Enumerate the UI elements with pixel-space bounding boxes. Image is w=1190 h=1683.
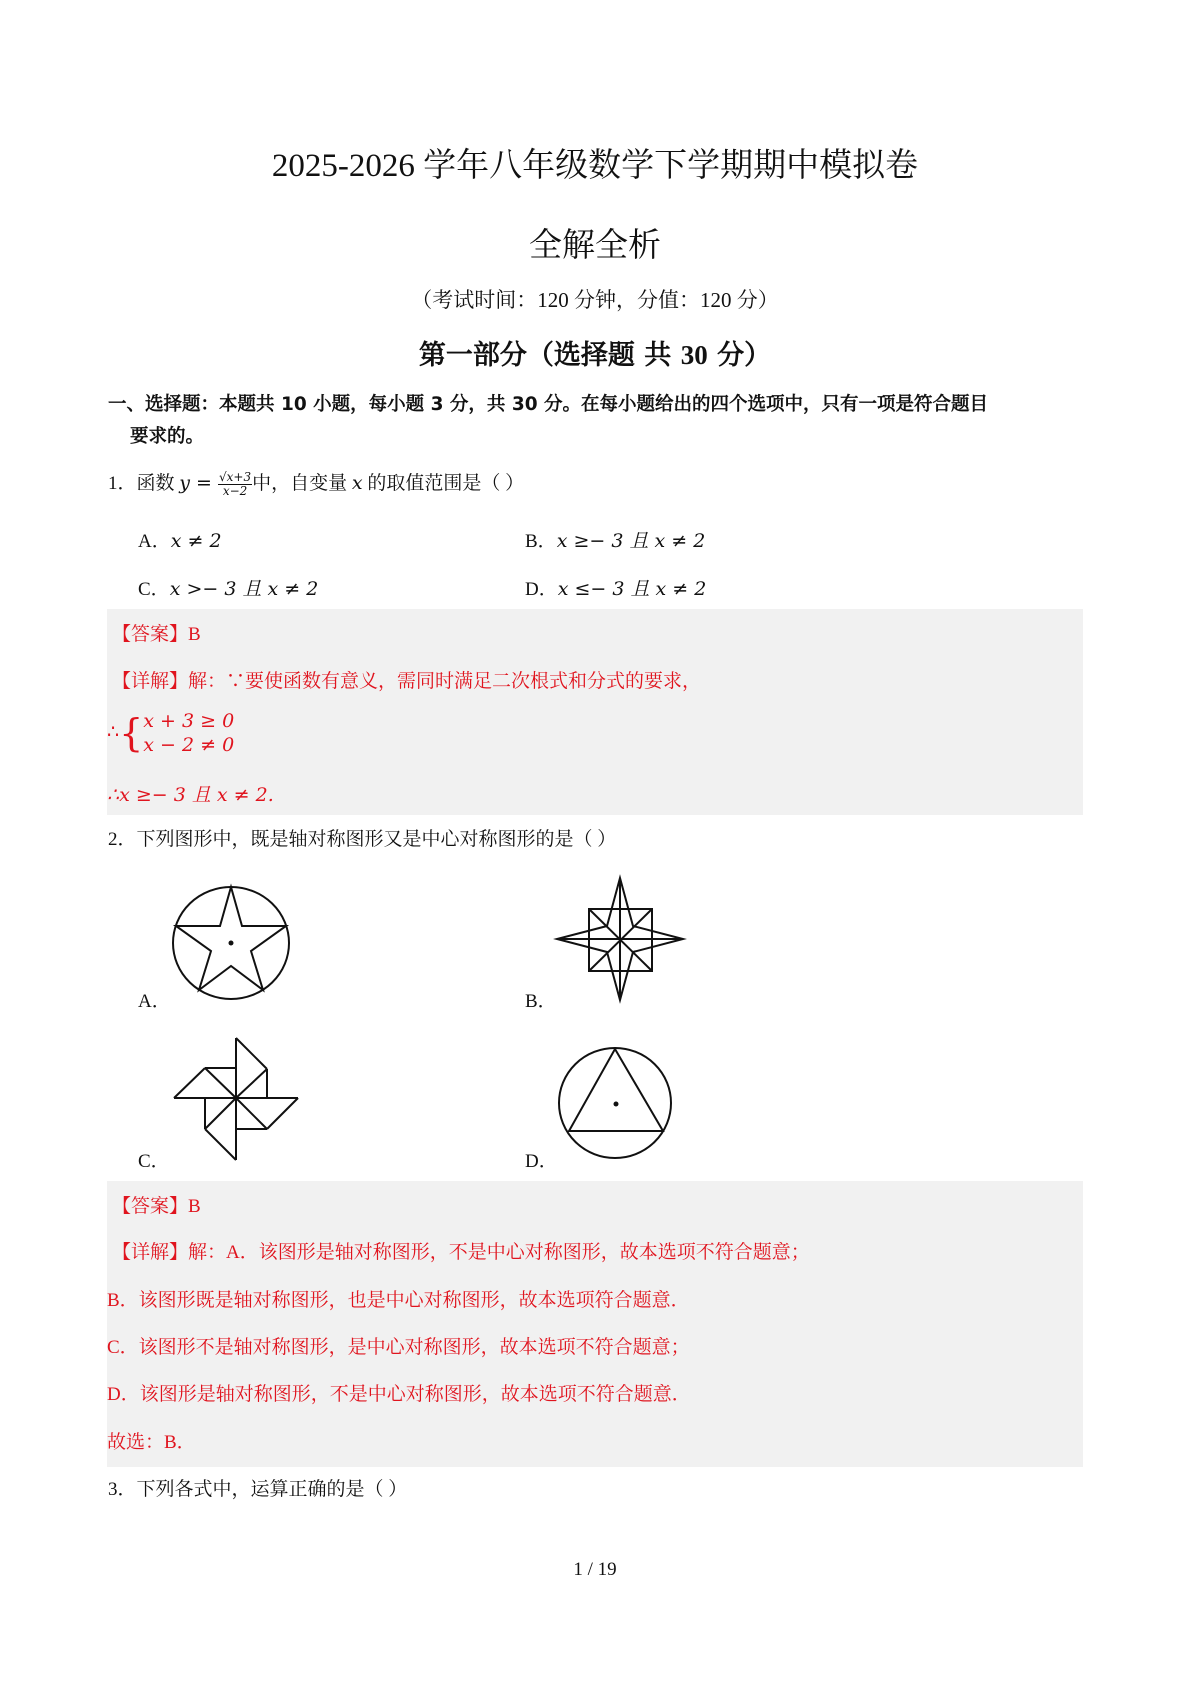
stem-text: 函数 xyxy=(136,473,180,494)
section-title-suffix: 分） xyxy=(707,340,772,371)
section-title-score: 30 xyxy=(680,340,708,370)
instructions-line-2: 要求的。 xyxy=(130,426,205,447)
option-label: A． xyxy=(138,531,171,552)
fraction-denominator: x−2 xyxy=(222,484,248,499)
system-line-2: x − 2 ≠ 0 xyxy=(143,734,235,756)
detail-label: 【详解】 xyxy=(112,671,189,692)
pinwheel-icon[interactable] xyxy=(174,1038,298,1160)
figure-c-label[interactable]: C． xyxy=(138,1151,170,1172)
option-label: B． xyxy=(525,531,557,552)
math-var: y = xyxy=(179,472,219,494)
eight-point-star-icon[interactable] xyxy=(557,878,683,1000)
stem-text: 下列各式中，运算正确的是（ ） xyxy=(136,1479,408,1500)
document-subtitle: 全解全析 xyxy=(529,225,661,264)
option-label: D． xyxy=(525,579,558,600)
answer-value: B xyxy=(188,1196,201,1217)
answer-label: 【答案】 xyxy=(112,1196,189,1217)
detail-label: 【详解】 xyxy=(112,1242,189,1263)
figure-d-label[interactable]: D． xyxy=(525,1151,558,1172)
question-1-conclusion: ∴x ≥− 3 且 x ≠ 2. xyxy=(107,784,274,806)
answer-label: 【答案】 xyxy=(112,624,189,645)
system-line-1: x + 3 ≥ 0 xyxy=(143,710,235,732)
answer-value: B xyxy=(188,624,201,645)
exam-info: （考试时间：120 分钟，分值：120 分） xyxy=(411,288,779,312)
page-number: 1 / 19 xyxy=(573,1559,617,1580)
question-3-stem xyxy=(108,1477,407,1503)
document-title: 2025-2026 学年八年级数学下学期期中模拟卷 xyxy=(271,148,919,184)
stem-text: 中，自变量 xyxy=(252,473,352,494)
detail-text: 解：A．该图形是轴对称图形，不是中心对称图形，故本选项不符合题意； xyxy=(188,1242,810,1263)
therefore-symbol: ∴ xyxy=(107,722,120,743)
question-2-detail-line-4: D．该图形是轴对称图形，不是中心对称图形，故本选项不符合题意． xyxy=(107,1384,691,1405)
figure-b-label[interactable]: B． xyxy=(525,991,557,1012)
option-label: C． xyxy=(138,579,170,600)
figure-a-label[interactable]: A． xyxy=(138,991,171,1012)
instructions-line-1: 一、选择题：本题共 10 小题，每小题 3 分，共 30 分。在每小题给出的四个选项中，只有一项是符合题目 xyxy=(108,394,989,415)
option-text: x >− 3 且 x ≠ 2 xyxy=(169,578,319,600)
question-2-detail-line-3: C．该图形不是轴对称图形，是中心对称图形，故本选项不符合题意； xyxy=(107,1337,690,1358)
stem-text: 的取值范围是（ ） xyxy=(362,473,525,494)
left-brace: { xyxy=(119,711,144,755)
question-number: 1． xyxy=(108,473,137,494)
question-2-conclusion: 故选：B． xyxy=(107,1432,196,1453)
detail-text: 解：∵要使函数有意义，需同时满足二次根式和分式的要求， xyxy=(188,671,702,692)
fraction-numerator: √x+3 xyxy=(219,470,252,485)
question-number: 3． xyxy=(108,1479,137,1500)
option-text: x ≤− 3 且 x ≠ 2 xyxy=(557,578,707,600)
question-number: 2． xyxy=(108,829,137,850)
star-in-circle-icon[interactable] xyxy=(173,887,289,999)
stem-text: 下列图形中，既是轴对称图形又是中心对称图形的是（ ） xyxy=(136,829,617,850)
option-text: x ≥− 3 且 x ≠ 2 xyxy=(556,530,706,552)
question-2-answer-box xyxy=(107,1181,1083,1467)
question-2-detail-line-2: B．该图形既是轴对称图形，也是中心对称图形，故本选项符合题意． xyxy=(107,1290,690,1311)
option-text: x ≠ 2 xyxy=(170,530,222,552)
math-var: x xyxy=(351,472,363,494)
question-2-detail-line-1 xyxy=(112,1240,810,1266)
triangle-in-circle-icon[interactable] xyxy=(559,1048,671,1158)
question-2-answer xyxy=(112,1194,201,1220)
section-title-prefix: 第一部分（选择题 共 xyxy=(418,340,681,371)
